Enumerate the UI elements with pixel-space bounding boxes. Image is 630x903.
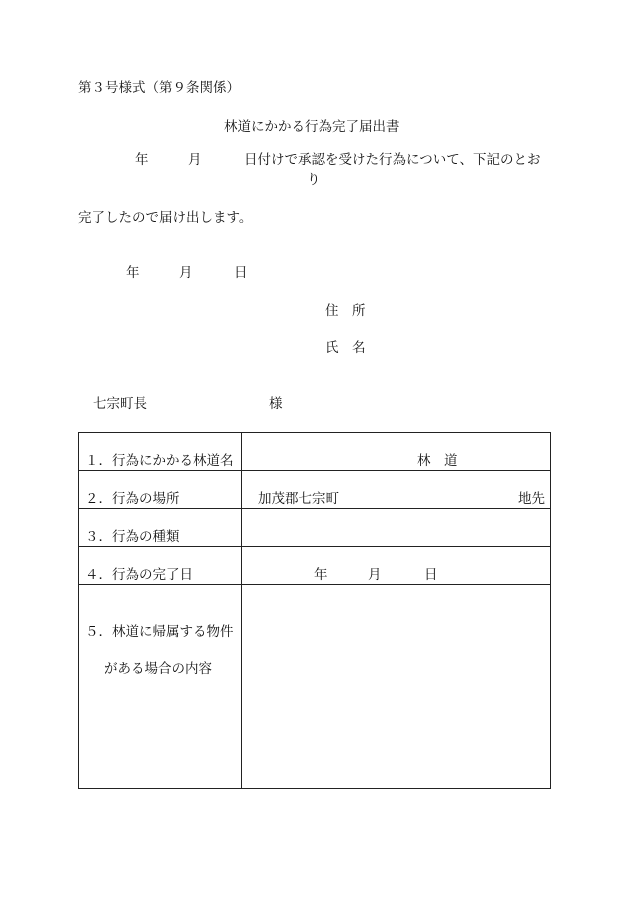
forest-road-suffix: 林 道	[417, 453, 458, 469]
table-label-cell	[79, 547, 242, 584]
document-title: 林道にかかる行為完了届出書	[224, 119, 400, 135]
addressee-name: 七宗町長	[93, 396, 147, 412]
intro-text-line1: 日付けで承認を受けた行為について、下記のとお	[244, 152, 541, 168]
attached-property-label-line2: がある場合の内容	[104, 661, 212, 677]
location-suffix: 地先	[518, 491, 545, 507]
table-label-cell	[79, 433, 242, 470]
location-field[interactable]	[242, 471, 550, 508]
table-label-cell	[79, 471, 242, 508]
address-label: 住 所	[325, 303, 366, 319]
intro-text-line2: 完了したので届け出します。	[78, 210, 253, 226]
completion-day-label: 日	[424, 567, 438, 583]
table-row	[79, 585, 550, 788]
date-day-label: 日	[234, 265, 248, 281]
table-row	[79, 433, 550, 471]
completion-month-label: 月	[368, 567, 382, 583]
activity-type-label: ３．行為の種類	[85, 529, 180, 545]
addressee-honorific: 様	[269, 396, 283, 412]
intro-month-label: 月	[188, 152, 202, 168]
completion-date-field[interactable]	[242, 547, 550, 584]
table-row	[79, 547, 550, 585]
form-table	[78, 432, 551, 789]
forest-road-name-label: １．行為にかかる林道名	[85, 453, 234, 469]
completion-year-label: 年	[314, 567, 328, 583]
forest-road-name-field[interactable]	[242, 433, 550, 470]
form-number: 第３号様式（第９条関係）	[78, 80, 240, 96]
name-label: 氏 名	[325, 340, 366, 356]
completion-date-label: ４．行為の完了日	[85, 567, 193, 583]
intro-year-label: 年	[135, 152, 149, 168]
date-month-label: 月	[179, 265, 193, 281]
table-label-cell	[79, 585, 242, 788]
location-label: ２．行為の場所	[85, 491, 180, 507]
table-label-cell	[79, 509, 242, 546]
attached-property-field[interactable]	[242, 585, 550, 788]
intro-text-wrap: り	[307, 172, 321, 188]
date-year-label: 年	[126, 265, 140, 281]
table-row	[79, 471, 550, 509]
table-row	[79, 509, 550, 547]
attached-property-label-line1: ５．林道に帰属する物件	[85, 624, 234, 640]
activity-type-field[interactable]	[242, 509, 550, 546]
location-prefix: 加茂郡七宗町	[258, 491, 339, 507]
